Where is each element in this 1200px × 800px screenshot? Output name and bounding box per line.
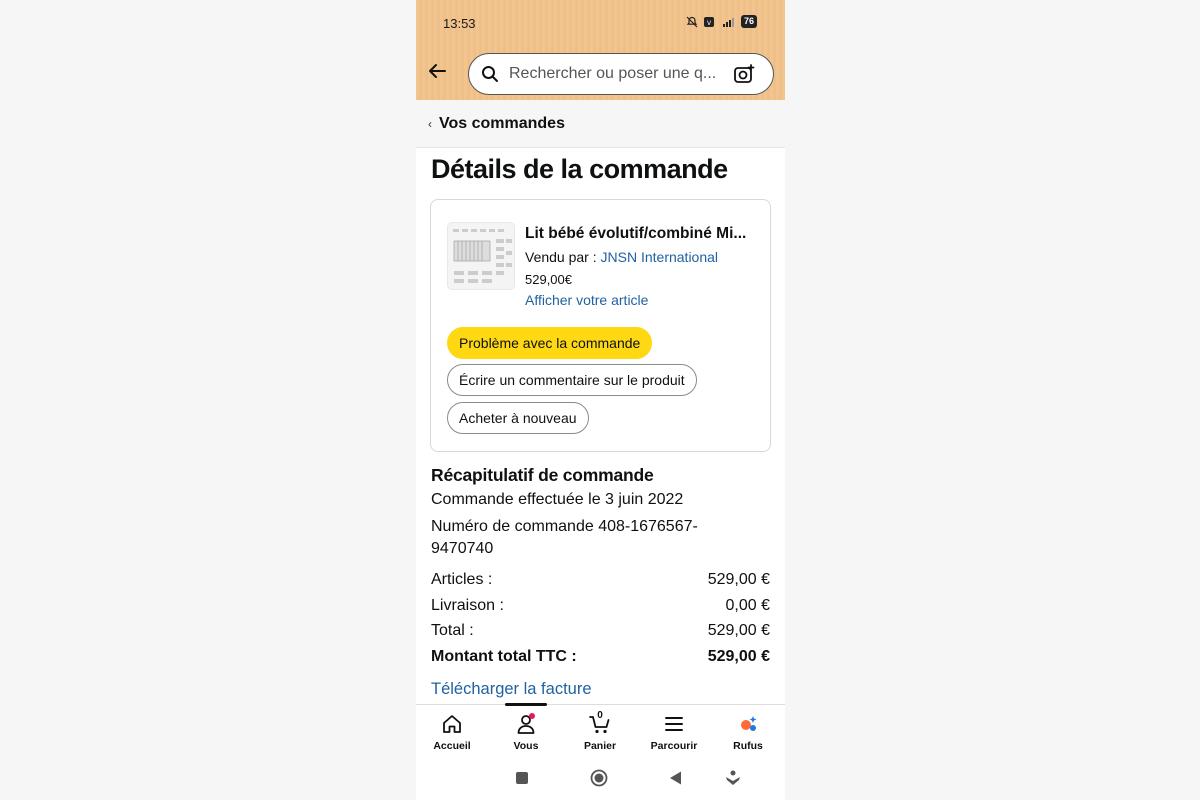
notification-dot [529,713,535,719]
recents-icon[interactable] [513,769,531,787]
nav-label: Accueil [433,740,471,752]
back-arrow-icon[interactable] [426,60,448,82]
active-tab-indicator [505,703,547,706]
view-article-link[interactable]: Afficher votre article [525,292,649,308]
summary-row-label: Montant total TTC : [431,648,577,665]
breadcrumb-label[interactable]: Vos commandes [439,114,565,132]
search-icon [481,65,499,83]
signal-5g-icon [720,16,736,28]
product-title[interactable]: Lit bébé évolutif/combiné Mi... [525,225,747,242]
chevron-left-icon: ‹ [428,116,432,131]
item-price: 529,00€ [525,272,572,287]
seller-link[interactable]: JNSN International [600,249,719,265]
breadcrumb[interactable] [416,100,785,148]
nav-item-you[interactable] [496,713,556,752]
assistant-icon[interactable] [724,769,742,787]
home-circle-icon[interactable] [590,769,608,787]
sold-by-label: Vendu par : [525,249,597,265]
summary-row-label: Articles : [431,571,493,588]
camera-search-icon[interactable] [733,63,755,85]
back-triangle-icon[interactable] [667,769,685,787]
summary-row-value: 529,00 € [707,622,770,639]
download-invoice-link[interactable]: Télécharger la facture [431,680,592,698]
summary-row-total [431,622,770,640]
buy-again-button[interactable]: Acheter à nouveau [447,402,589,434]
seller-line [525,249,718,265]
summary-row-articles [431,571,770,589]
summary-row-label: Livraison : [431,597,504,614]
search-bar[interactable] [468,53,774,95]
svg-text:V: V [706,19,712,27]
summary-row-value: 529,00 € [707,571,770,588]
bottom-nav [416,704,785,760]
summary-row-value: 529,00 € [707,648,770,665]
summary-row-delivery [431,597,770,615]
nav-label: Panier [583,740,617,752]
summary-title: Récapitulatif de commande [431,465,654,485]
phone-screen [416,0,785,800]
status-time: 13:53 [443,16,476,31]
crib-product-icon [448,223,515,290]
app-header [416,0,785,100]
summary-row-value: 0,00 € [725,597,770,614]
summary-row-label: Total : [431,622,474,639]
order-date: Commande effectuée le 3 juin 2022 [431,491,684,508]
status-icons [686,15,757,28]
page-title: Détails de la commande [431,154,728,184]
nav-label: Vous [513,740,539,752]
problem-with-order-button[interactable]: Problème avec la commande [447,327,652,359]
search-input[interactable] [509,65,729,83]
rufus-icon [737,713,759,735]
battery-indicator: 76 [741,15,757,28]
nav-item-cart[interactable] [570,710,630,752]
nav-item-rufus[interactable] [718,713,778,752]
order-number: Numéro de commande 408-1676567-9470740 [431,518,698,557]
nav-label: Rufus [733,740,763,752]
mute-icon [686,16,698,28]
order-item-card [430,199,771,452]
write-review-button[interactable]: Écrire un commentaire sur le produit [447,364,697,396]
system-navigation-bar [416,760,785,800]
nav-item-home[interactable] [422,713,482,752]
nav-item-browse[interactable] [644,713,704,752]
product-image[interactable] [447,222,515,290]
cart-count: 0 [597,710,603,721]
home-icon [441,713,463,735]
nav-label: Parcourir [650,740,698,752]
menu-icon [663,713,685,735]
summary-row-grand-total [431,648,770,666]
volte-icon [703,16,715,28]
